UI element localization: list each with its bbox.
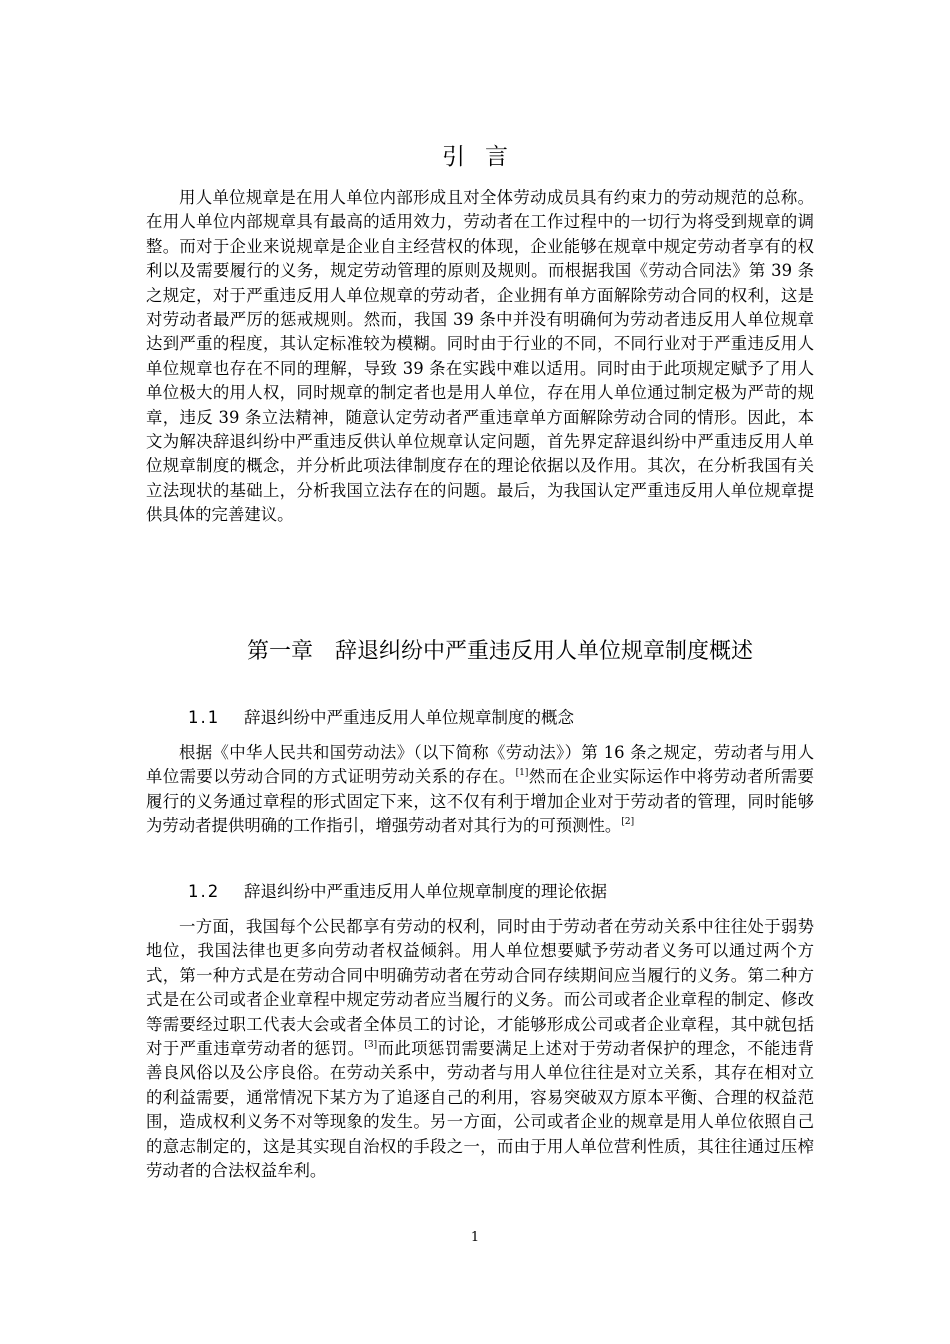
section-1-1-paragraph [146,741,814,839]
paragraph-text: 根据《中华人民共和国劳动法》（以下简称《劳动法》）第 16 条之规定，劳动者与用人单位需要以劳动合同的方式证明劳动关系的存在。 [146,743,814,787]
intro-paragraph: 用人单位规章是在用人单位内部形成且对全体劳动成员具有约束力的劳动规范的总称。在用人单位内部规章具有最高的适用效力，劳动者在工作过程中的一切行为将受到规章的调整。而对于企业来说规章是企业自主经营权的体现，企业能够在规章中规定劳动者享有的权利以及需要履行的义务，规定劳动管理的原则及规则。而根据我国《劳动合同法》第 39 条之规定，对于严重违反用人单位规章的劳动者，企业拥有单方面解除劳动合同的权利，这是对劳动者最严厉的惩戒规则。然而，我国 39 条中并没有明确何为劳动者违反用人单位规章达到严重的程度，其认定标准较为模糊。同时由于行业的不同，不同行业对于严重违反用人单位规章也存在不同的理解，导致 39 条在实践中难以适用。同时由于此项规定赋予了用人单位极大的用人权，同时规章的制定者也是用人单位，存在用人单位通过制定极为严苛的规章，违反 39 条立法精神，随意认定劳动者严重违章单方面解除劳动合同的情形。因此，本文为解决辞退纠纷中严重违反供认单位规章认定问题，首先界定辞退纠纷中严重违反用人单位规章制度的概念，并分析此项法律制度存在的理论依据以及作用。其次，在分析我国有关立法现状的基础上，分析我国立法存在的问题。最后，为我国认定严重违反用人单位规章提供具体的完善建议。 [146,188,814,525]
paragraph-text: 一方面，我国每个公民都享有劳动的权利，同时由于劳动者在劳动关系中往往处于弱势地位，我国法律也更多向劳动者权益倾斜。用人单位想要赋予劳动者义务可以通过两个方式，第一种方式是在劳动合同中明确劳动者在劳动合同存续期间应当履行的义务。第二种方式是在公司或者企业章程中规定劳动者应当履行的义务。而公司或者企业章程的制定、修改等需要经过职工代表大会或者全体员工的讨论，才能够形成公司或者企业章程，其中就包括对于严重违章劳动者的惩罚。 [146,917,814,1059]
paragraph-text: 然而在企业实际运作中将劳动者所需要履行的义务通过章程的形式固定下来，这不仅有利于增加企业对于劳动者的管理，同时能够为劳动者提供明确的工作指引，增强劳动者对其行为的可预测性。 [146,767,815,836]
section-number: 1.1 [188,708,221,727]
chapter-label: 第一章 [246,639,313,664]
section-title: 辞退纠纷中严重违反用人单位规章制度的理论依据 [244,882,607,901]
citation-marker[interactable]: [3] [364,1040,378,1051]
chapter-name: 辞退纠纷中严重违反用人单位规章制度概述 [335,639,754,664]
page-number: 1 [470,1230,480,1245]
paragraph-text: 而此项惩罚需要满足上述对于劳动者保护的理念，不能违背善良风俗以及公序良俗。在劳动关系中，劳动者与用人单位往往是对立关系，其存在相对立的利益需要，通常情况下某方为了追逐自己的利用，容易突破双方原本平衡、合理的权益范围，造成权利义务不对等现象的发生。另一方面，公司或者企业的规章是用人单位依照自己的意志制定的，这是其实现自治权的手段之一，而由于用人单位营利性质，其往往通过压榨劳动者的合法权益牟利。 [146,1039,815,1181]
section-number: 1.2 [188,882,221,901]
section-1-2-paragraph [146,915,814,1183]
section-title: 辞退纠纷中严重违反用人单位规章制度的概念 [244,708,574,727]
section-1-1-heading [188,704,574,728]
intro-heading: 引言 [442,144,528,170]
chapter-title [0,634,950,665]
section-1-2-heading [188,878,607,902]
citation-marker[interactable]: [2] [621,817,635,828]
citation-marker[interactable]: [1] [515,768,529,779]
